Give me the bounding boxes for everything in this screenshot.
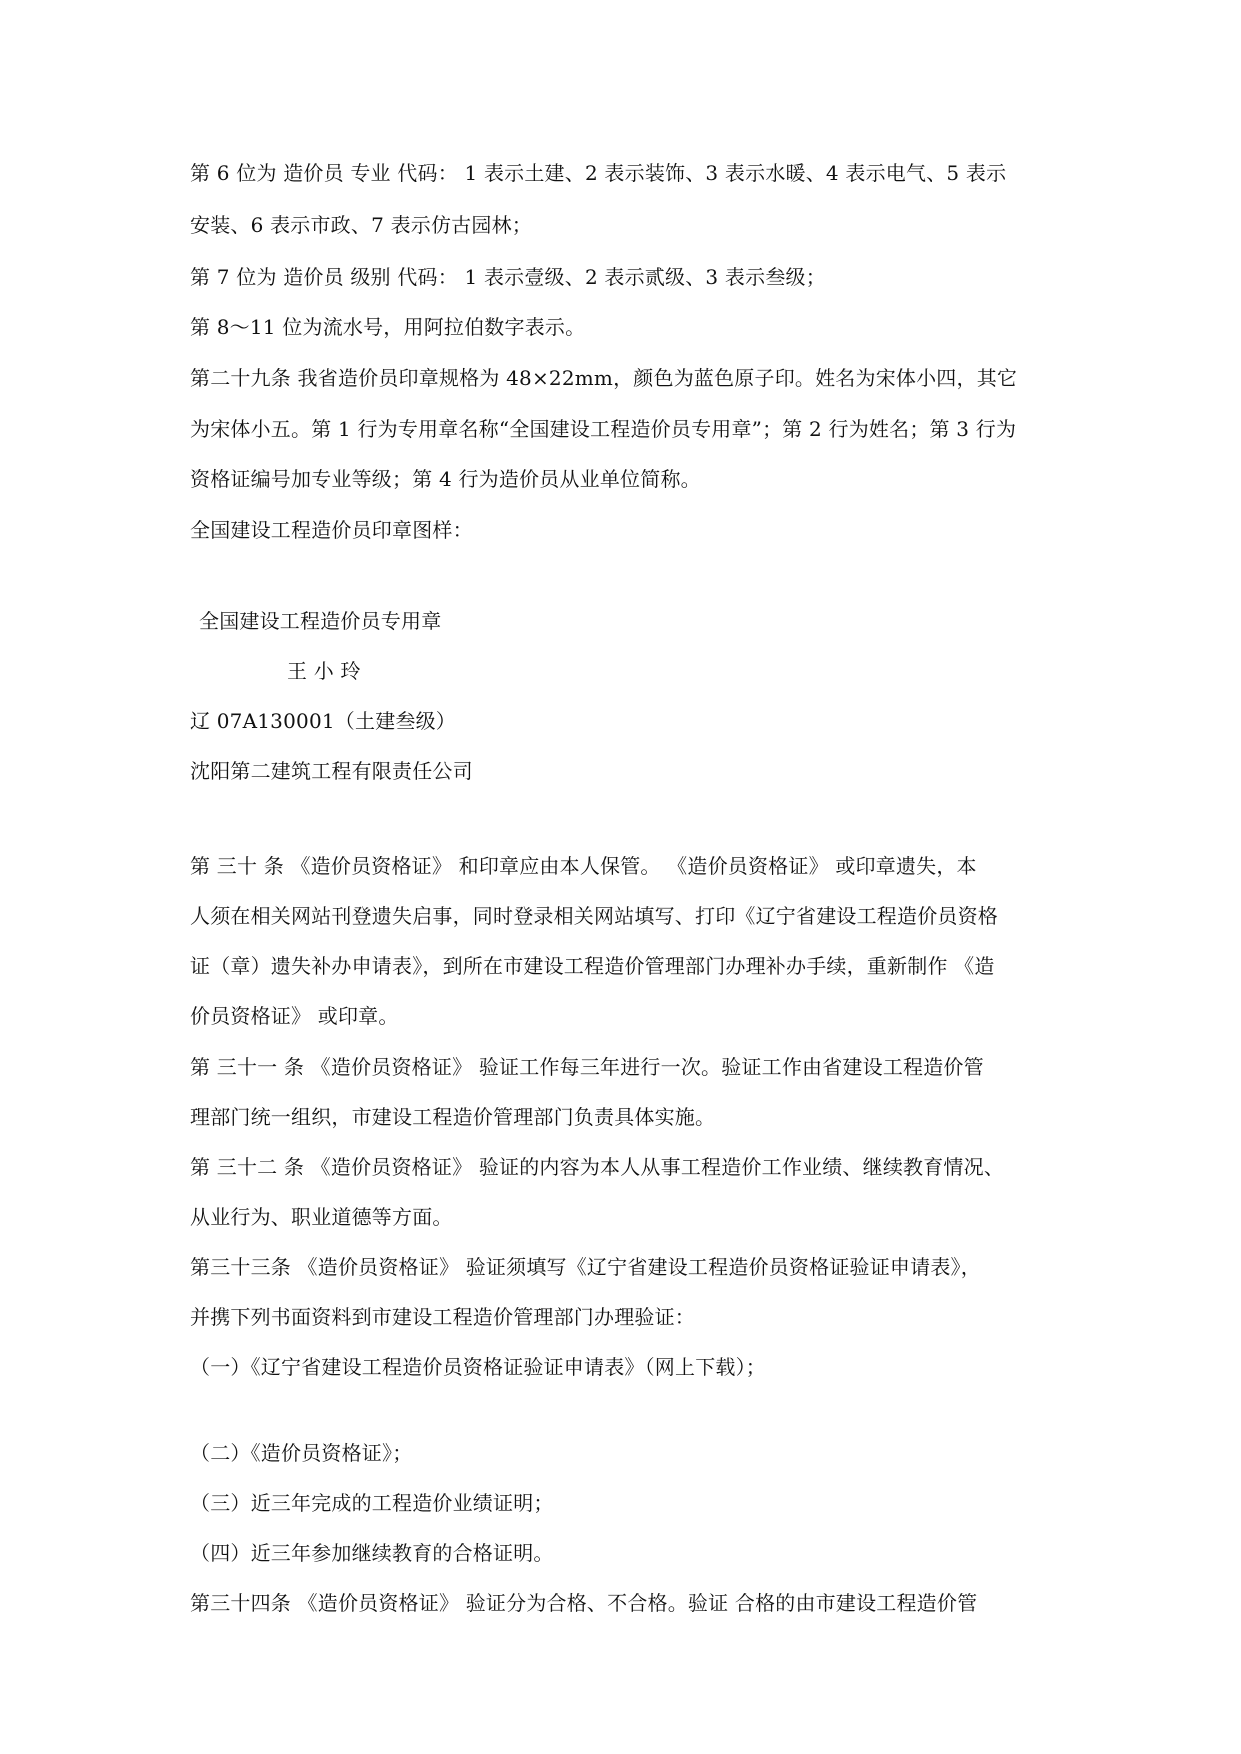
text-line: 理部门统一组织，市建设工程造价管理部门负责具体实施。 <box>190 1105 716 1129</box>
text-line: 从业行为、职业道德等方面。 <box>190 1205 453 1229</box>
article-29-heading: 第二十九条 我省造价员印章规格为 48×22mm，颜色为蓝色原子印。姓名为宋体小四，其它 <box>190 366 1018 390</box>
text-line: 第 6 位为 造价员 专业 代码： 1 表示土建、2 表示装饰、3 表示水暖、4 表示电气、5 表示 <box>190 161 1007 185</box>
stamp-sample-title: 全国建设工程造价员专用章 <box>199 609 442 633</box>
text-line: 并携下列书面资料到市建设工程造价管理部门办理验证： <box>190 1305 695 1329</box>
text-line: 安装、6 表示市政、7 表示仿古园林； <box>190 213 532 237</box>
article-32-heading: 第 三十二 条 《造价员资格证》 验证的内容为本人从事工程造价工作业绩、继续教育情况、 <box>190 1155 1005 1179</box>
article-31-heading: 第 三十一 条 《造价员资格证》 验证工作每三年进行一次。验证工作由省建设工程造价管 <box>190 1055 984 1079</box>
list-item: （四）近三年参加继续教育的合格证明。 <box>190 1541 554 1565</box>
stamp-sample-name: 王 小 玲 <box>287 659 361 683</box>
stamp-sample-company: 沈阳第二建筑工程有限责任公司 <box>190 759 473 783</box>
text-line: 资格证编号加专业等级；第 4 行为造价员从业单位简称。 <box>190 467 701 491</box>
text-line: 证（章）遗失补办申请表》，到所在市建设工程造价管理部门办理补办手续，重新制作 《造 <box>190 954 995 978</box>
stamp-sample-caption: 全国建设工程造价员印章图样： <box>190 518 473 542</box>
list-item: （二）《造价员资格证》； <box>190 1441 413 1465</box>
text-line: 第 8～11 位为流水号，用阿拉伯数字表示。 <box>190 315 586 339</box>
stamp-sample-cert-number: 辽 07A130001（土建叁级） <box>190 709 456 733</box>
list-item: （三）近三年完成的工程造价业绩证明； <box>190 1491 554 1515</box>
text-line: 价员资格证》 或印章。 <box>190 1004 399 1028</box>
article-33-heading: 第三十三条 《造价员资格证》 验证须填写《辽宁省建设工程造价员资格证验证申请表》， <box>190 1255 981 1279</box>
article-30-heading: 第 三十 条 《造价员资格证》 和印章应由本人保管。 《造价员资格证》 或印章遗失，本 <box>190 854 977 878</box>
list-item: （一）《辽宁省建设工程造价员资格证验证申请表》（网上下载）； <box>190 1355 766 1379</box>
article-34-heading: 第三十四条 《造价员资格证》 验证分为合格、不合格。验证 合格的由市建设工程造价管 <box>190 1591 978 1615</box>
text-line: 为宋体小五。第 1 行为专用章名称“全国建设工程造价员专用章”；第 2 行为姓名；第 3 行为 <box>190 417 1017 441</box>
text-line: 人须在相关网站刊登遗失启事，同时登录相关网站填写、打印《辽宁省建设工程造价员资格 <box>190 904 998 928</box>
text-line: 第 7 位为 造价员 级别 代码： 1 表示壹级、2 表示贰级、3 表示叁级； <box>190 265 826 289</box>
